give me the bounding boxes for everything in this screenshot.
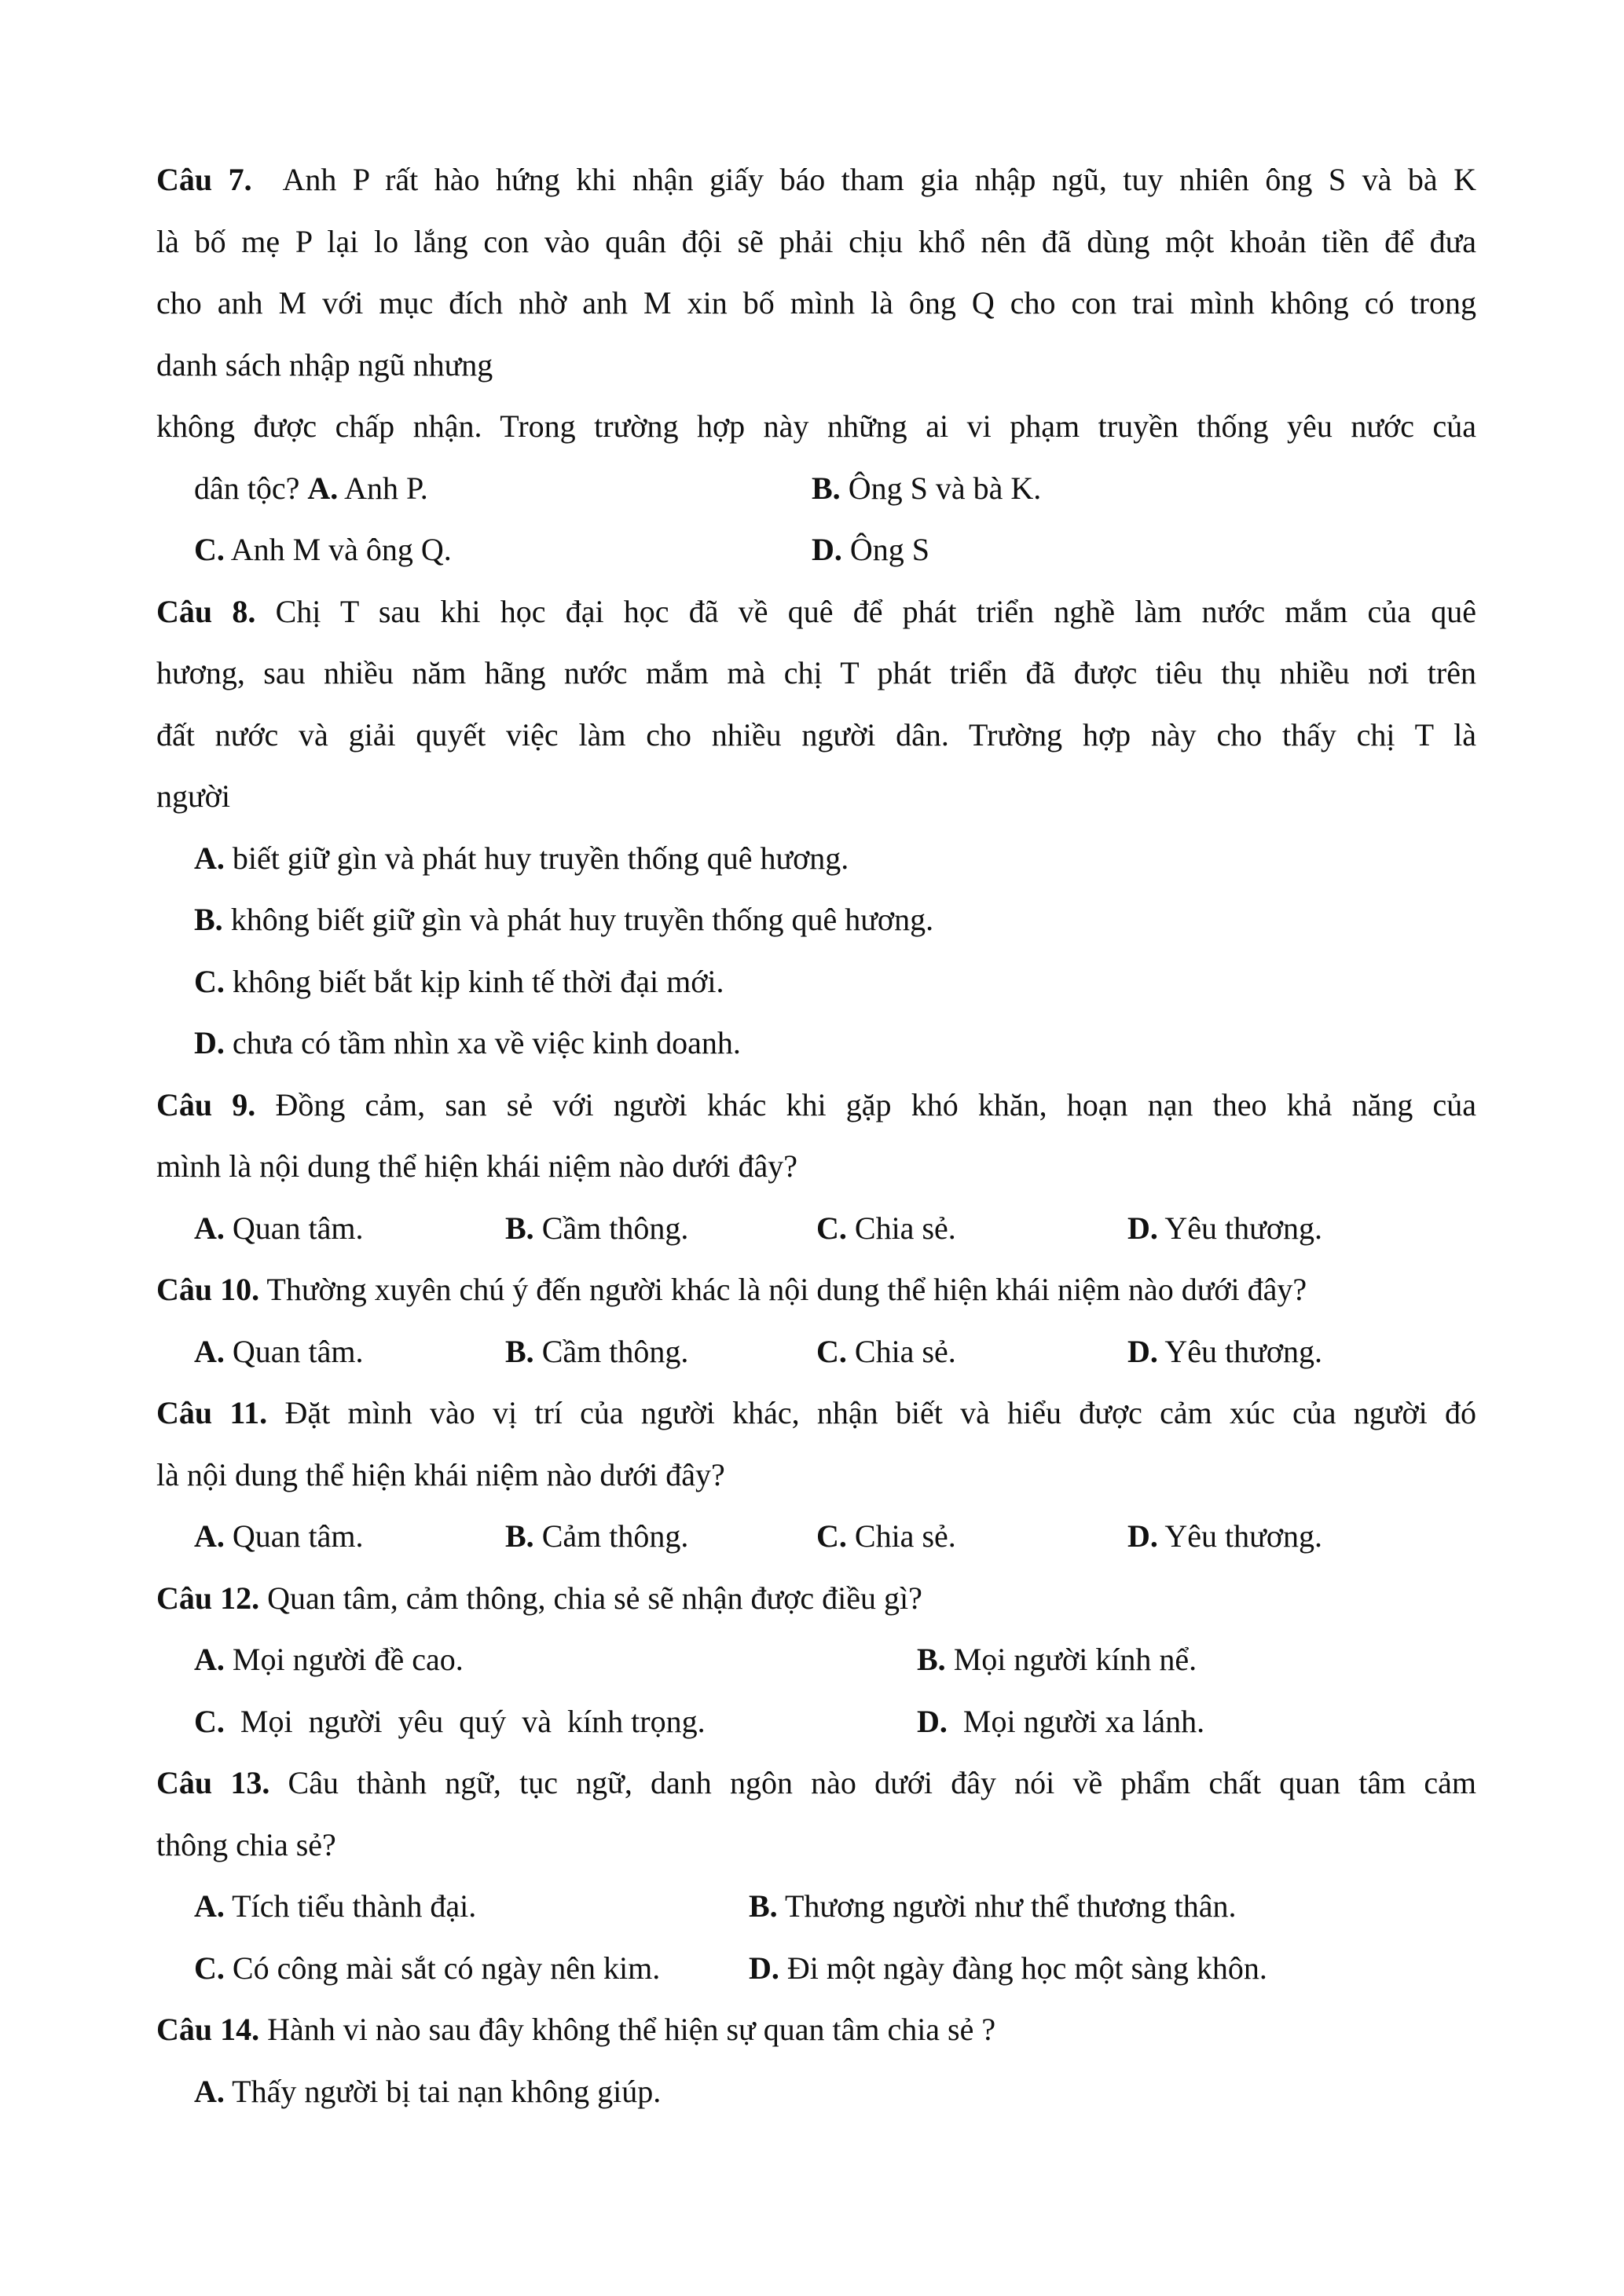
question-line: Câu 8. Chị T sau khi học đại học đã về quê để phát triển nghề làm nước mắm của quê — [156, 593, 1476, 629]
option-row — [156, 519, 1476, 581]
option-a: A. biết giữ gìn và phát huy truyền thống quê hương. — [194, 840, 849, 876]
question-label: Câu 12. — [156, 1580, 260, 1616]
question-line: Câu 10. Thường xuyên chú ý đến người khác là nội dung thể hiện khái niệm nào dưới đây? — [156, 1272, 1307, 1307]
option-c: C. Anh M và ông Q. — [194, 532, 452, 567]
question-line: là bố mẹ P lại lo lắng con vào quân đội sẽ phải chịu khổ nên đã dùng một khoản tiền để đưa — [156, 223, 1476, 259]
question-label: Câu 13. — [156, 1765, 270, 1800]
question-label: Câu 7. — [156, 162, 252, 197]
question-line: Câu 14. Hành vi nào sau đây không thể hiện sự quan tâm chia sẻ ? — [156, 2012, 996, 2047]
option-b: B. Cầm thông. — [505, 1333, 689, 1369]
question-10 — [156, 1259, 1476, 1382]
option-b: B. Mọi người kính nể. — [917, 1642, 1197, 1677]
question-line: danh sách nhập ngũ nhưng — [156, 346, 493, 383]
option-a: A. Thấy người bị tai nạn không giúp. — [194, 2073, 662, 2109]
question-line: Câu 11. Đặt mình vào vị trí của người khác, nhận biết và hiểu được cảm xúc của người đó — [156, 1395, 1476, 1430]
question-label: Câu 8. — [156, 593, 256, 629]
option-row — [156, 1691, 1476, 1753]
option-row — [156, 1321, 1476, 1383]
question-8 — [156, 581, 1476, 1075]
option-c: C. Có công mài sắt có ngày nên kim. — [194, 1950, 661, 1986]
question-line: Câu 9. Đồng cảm, san sẻ với người khác khi gặp khó khăn, hoạn nạn theo khả năng của — [156, 1086, 1477, 1122]
option-d: D. Ông S — [812, 532, 930, 567]
option-a: dân tộc? A. Anh P. — [194, 470, 428, 506]
option-b: B. không biết giữ gìn và phát huy truyền thống quê hương. — [194, 902, 934, 937]
option-a: A. Quan tâm. — [194, 1210, 364, 1246]
option-b: B. Ông S và bà K. — [812, 470, 1042, 506]
option-row — [156, 458, 1476, 520]
question-13 — [156, 1752, 1476, 1999]
option-a: A. Tích tiểu thành đại. — [194, 1888, 477, 1924]
option-c: C. không biết bắt kịp kinh tế thời đại mới. — [194, 963, 724, 999]
question-line: cho anh M với mục đích nhờ anh M xin bố mình là ông Q cho con trai mình không có trong — [156, 285, 1476, 320]
option-d: D. Yêu thương. — [1127, 1210, 1322, 1246]
option-row — [156, 1198, 1476, 1260]
question-label: Câu 9. — [156, 1086, 256, 1122]
question-label: Câu 11. — [156, 1395, 268, 1430]
question-line: không được chấp nhận. Trong trường hợp này những ai vi phạm truyền thống yêu nước của — [156, 408, 1476, 444]
question-12 — [156, 1568, 1476, 1753]
option-d: D. Mọi người xa lánh. — [917, 1703, 1205, 1739]
option-a: A. Quan tâm. — [194, 1333, 364, 1369]
question-line: thông chia sẻ? — [156, 1826, 336, 1862]
option-a: A. Mọi người đề cao. — [194, 1642, 464, 1677]
option-d: D. Yêu thương. — [1127, 1333, 1322, 1369]
question-14 — [156, 1999, 1476, 2122]
option-row — [156, 1506, 1476, 1568]
option-row — [156, 1938, 1476, 2000]
option-c: C. Chia sẻ. — [816, 1210, 956, 1246]
question-11 — [156, 1382, 1476, 1568]
document-page — [156, 149, 1476, 2122]
option-d: D. Yêu thương. — [1127, 1518, 1322, 1554]
question-7 — [156, 149, 1476, 581]
question-label: Câu 10. — [156, 1272, 260, 1307]
question-line: Câu 12. Quan tâm, cảm thông, chia sẻ sẽ nhận được điều gì? — [156, 1580, 922, 1616]
option-c: C. Mọi người yêu quý và kính trọng. — [194, 1703, 706, 1739]
option-d: D. chưa có tầm nhìn xa về việc kinh doanh. — [194, 1025, 741, 1060]
option-b: B. Thương người như thể thương thân. — [749, 1888, 1237, 1924]
question-line: Câu 13. Câu thành ngữ, tục ngữ, danh ngôn nào dưới đây nói về phẩm chất quan tâm cảm — [156, 1765, 1477, 1800]
question-line: đất nước và giải quyết việc làm cho nhiều người dân. Trường hợp này cho thấy chị T là — [156, 716, 1476, 753]
option-c: C. Chia sẻ. — [816, 1518, 956, 1554]
question-line: Câu 7. Anh P rất hào hứng khi nhận giấy báo tham gia nhập ngũ, tuy nhiên ông S và bà K — [156, 162, 1477, 197]
option-row — [156, 1629, 1476, 1691]
question-line: mình là nội dung thể hiện khái niệm nào dưới đây? — [156, 1148, 797, 1184]
option-c: C. Chia sẻ. — [816, 1333, 956, 1369]
question-line: là nội dung thể hiện khái niệm nào dưới đây? — [156, 1456, 725, 1492]
option-d: D. Đi một ngày đàng học một sàng khôn. — [749, 1950, 1267, 1986]
option-b: B. Cầm thông. — [505, 1210, 689, 1246]
question-label: Câu 14. — [156, 2012, 260, 2047]
question-9 — [156, 1075, 1476, 1260]
option-row — [156, 1876, 1476, 1938]
question-line: hương, sau nhiều năm hãng nước mắm mà chị T phát triển đã được tiêu thụ nhiều nơi trên — [156, 655, 1476, 690]
option-a: A. Quan tâm. — [194, 1518, 364, 1554]
option-b: B. Cảm thông. — [505, 1518, 689, 1554]
question-line: người — [156, 778, 230, 814]
